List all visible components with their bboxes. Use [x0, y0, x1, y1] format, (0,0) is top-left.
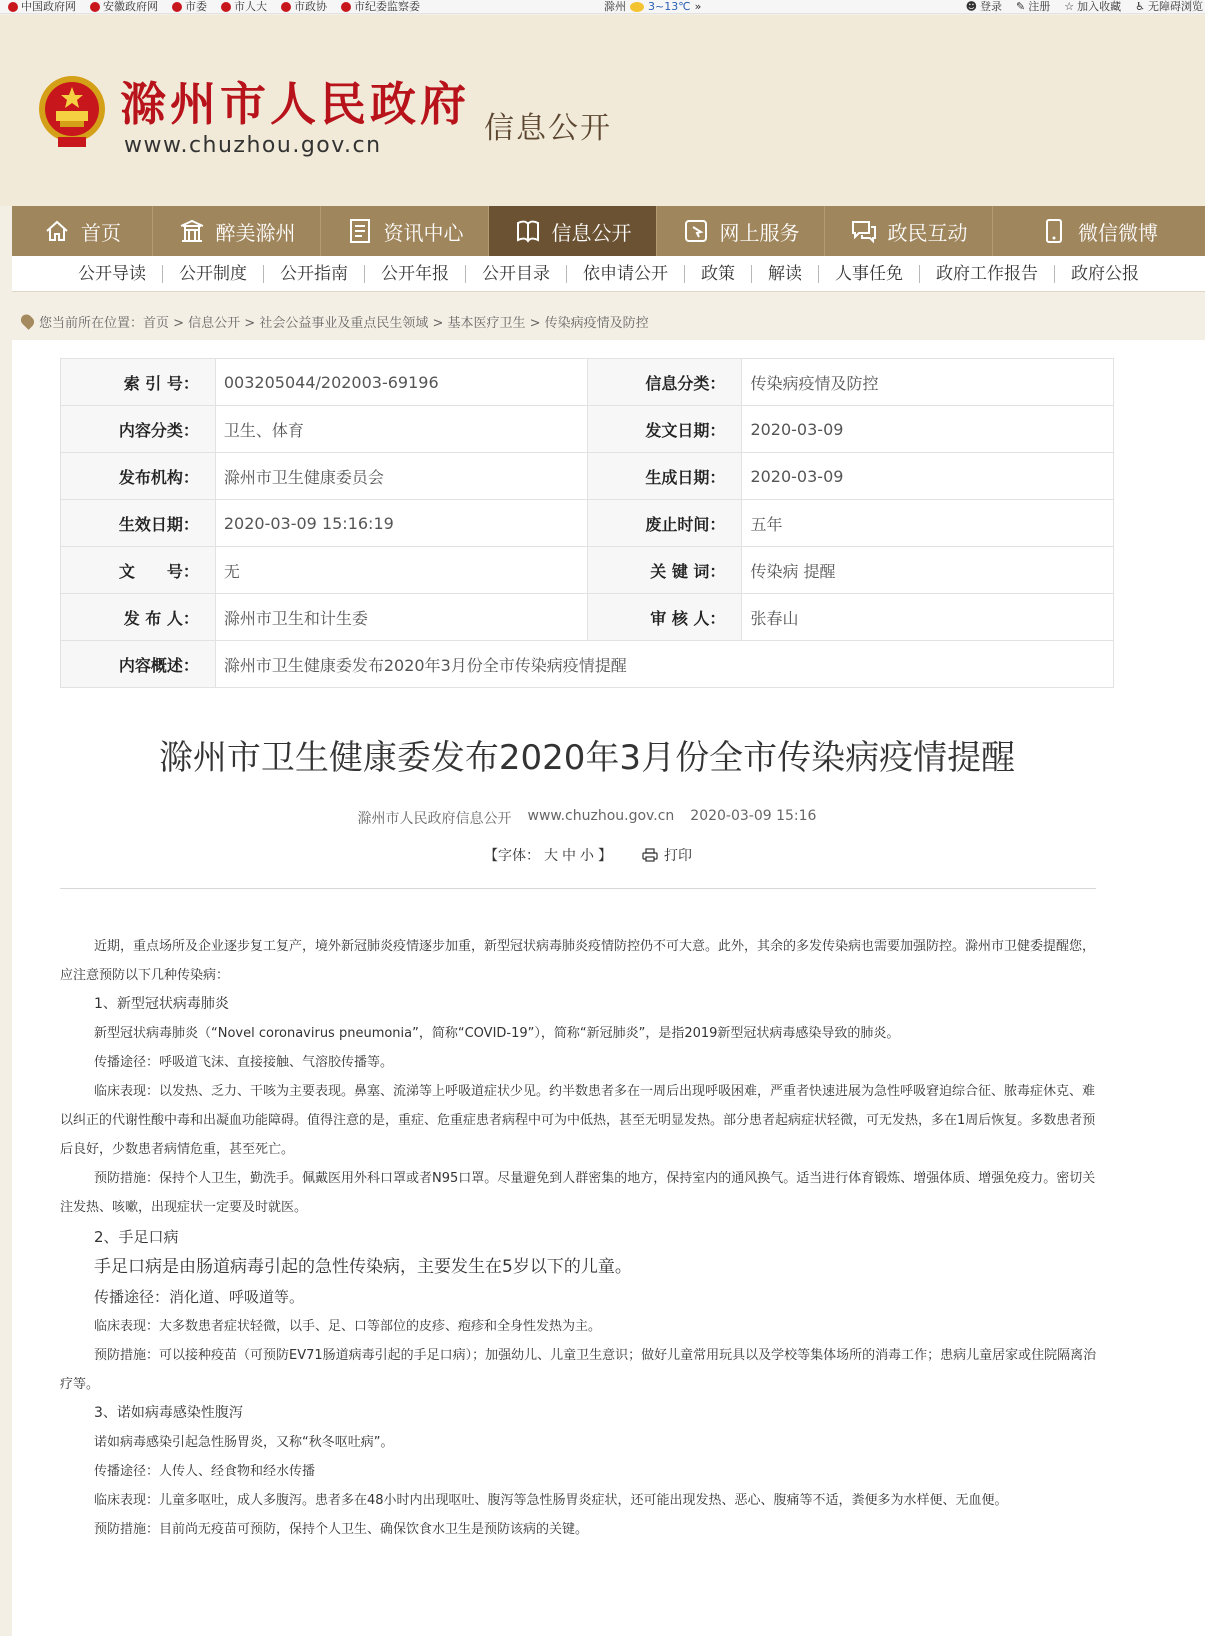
paragraph: 预防措施：目前尚无疫苗可预防，保持个人卫生、确保饮食水卫生是预防该病的关键。	[94, 1522, 589, 1537]
print-label: 打印	[664, 848, 692, 864]
weather-city: 滁州	[604, 0, 626, 13]
phone-icon	[1040, 217, 1068, 245]
top-link-label: 市政协	[294, 0, 327, 13]
font-large-button[interactable]: 大	[544, 848, 558, 864]
subnav-item[interactable]: 政府公报	[1071, 263, 1139, 284]
register-label: 注册	[1028, 0, 1051, 13]
subnav-item[interactable]: 解读	[752, 265, 819, 283]
content-panel	[12, 340, 1205, 1636]
meta-value: 滁州市卫生健康委发布2020年3月份全市传染病疫情提醒	[215, 641, 1113, 688]
site-subtitle: 信息公开	[484, 111, 612, 146]
paragraph: 临床表现：大多数患者症状轻微，以手、足、口等部位的皮疹、疱疹和全身性发热为主。	[94, 1319, 602, 1334]
site-url: www.chuzhou.gov.cn	[124, 133, 382, 158]
weather-more-icon[interactable]: »	[694, 0, 702, 13]
meta-value: 2020-03-09	[742, 406, 1114, 453]
top-link-label: 市委	[185, 0, 207, 13]
nav-label: 政民互动	[887, 220, 968, 245]
paragraph: 传播途径：消化道、呼吸道等。	[94, 1288, 305, 1306]
breadcrumb	[12, 303, 1205, 339]
meta-key: 信息分类：	[587, 359, 742, 406]
meta-key: 内容分类：	[61, 406, 216, 453]
font-size-end: 】	[598, 848, 612, 864]
section-heading: 1、新型冠状病毒肺炎	[94, 996, 229, 1012]
book-icon	[514, 217, 542, 245]
top-links	[8, 0, 420, 14]
link-bullet-icon	[172, 2, 182, 12]
article-source-line	[12, 808, 1162, 828]
cursor-icon	[682, 217, 710, 245]
meta-row-summary	[61, 641, 1114, 688]
paragraph: 临床表现：儿童多呕吐，成人多腹泻。患者多在48小时内出现呕吐、腹泻等急性肠胃炎症状，还可能出现发热、恶心、腹痛等不适，粪便多为水样便、无血便。	[94, 1493, 1008, 1508]
top-link[interactable]	[90, 0, 158, 14]
login-label: 登录	[980, 0, 1003, 13]
article-tools	[12, 845, 1162, 865]
section-heading: 3、诺如病毒感染性腹泻	[94, 1405, 243, 1421]
print-button[interactable]	[642, 845, 692, 865]
edit-icon: ✎	[1016, 0, 1026, 13]
favorite-link[interactable]	[1064, 0, 1121, 14]
font-size-label: 【字体：	[484, 848, 540, 864]
weather-temp: 3~13℃	[648, 0, 691, 13]
article-title: 滁州市卫生健康委发布2020年3月份全市传染病疫情提醒	[158, 738, 1016, 778]
pavilion-icon	[178, 217, 206, 245]
login-link[interactable]	[966, 0, 1002, 14]
nav-item-news[interactable]	[321, 206, 489, 256]
user-icon: ☻	[965, 0, 978, 13]
subnav-item[interactable]: 依申请公开	[567, 265, 685, 283]
subnav-item[interactable]: 公开制度	[163, 265, 264, 283]
subnav-item[interactable]: 公开目录	[466, 265, 567, 283]
meta-key: 发文日期：	[587, 406, 742, 453]
link-bullet-icon	[90, 2, 100, 12]
chat-icon	[850, 217, 878, 245]
article-date: 2020-03-09 15:16	[690, 808, 817, 824]
meta-row	[61, 406, 1114, 453]
meta-key: 生成日期：	[587, 453, 742, 500]
meta-value: 无	[215, 547, 587, 594]
top-link[interactable]	[281, 0, 327, 14]
nav-label: 信息公开	[551, 220, 632, 245]
article-body	[60, 932, 1104, 1544]
meta-value: 五年	[742, 500, 1114, 547]
sub-nav	[12, 256, 1205, 292]
link-bullet-icon	[221, 2, 231, 12]
nav-label: 微信微博	[1078, 220, 1158, 245]
metadata-table	[60, 358, 1114, 688]
meta-value: 2020-03-09	[742, 453, 1114, 500]
meta-key: 内容概述：	[61, 641, 216, 688]
meta-value: 滁州市卫生健康委员会	[215, 453, 587, 500]
subnav-item[interactable]: 政府工作报告	[920, 265, 1055, 283]
link-bullet-icon	[341, 2, 351, 12]
top-link-label: 市纪委监察委	[354, 0, 420, 13]
nav-item-scenery[interactable]	[153, 206, 321, 256]
favorite-label: 加入收藏	[1077, 0, 1122, 13]
site-header	[0, 15, 1205, 206]
weather-sun-icon	[630, 2, 644, 12]
location-pin-icon	[19, 312, 37, 330]
subnav-item[interactable]: 公开导读	[62, 265, 163, 283]
top-link[interactable]	[221, 0, 267, 14]
nav-label: 醉美滁州	[215, 220, 296, 245]
meta-key: 索 引 号：	[61, 359, 216, 406]
meta-key: 文 号：	[61, 547, 216, 594]
meta-key: 发 布 人：	[61, 594, 216, 641]
meta-key: 生效日期：	[61, 500, 216, 547]
link-bullet-icon	[8, 2, 18, 12]
top-link[interactable]	[341, 0, 420, 14]
article-site: www.chuzhou.gov.cn	[527, 808, 675, 824]
article-source: 滁州市人民政府信息公开	[357, 811, 512, 827]
subnav-item[interactable]: 人事任免	[819, 265, 920, 283]
star-icon: ☆	[1064, 0, 1075, 13]
home-icon	[43, 217, 71, 245]
main-nav	[12, 206, 1205, 256]
nav-item-wechat-weibo[interactable]	[993, 206, 1205, 256]
register-link[interactable]	[1016, 0, 1050, 14]
accessibility-label: 无障碍浏览	[1148, 0, 1203, 13]
paragraph: 临床表现：以发热、乏力、干咳为主要表现。鼻塞、流涕等上呼吸道症状少见。约半数患者多在一周后出现呼吸困难，严重者快速进展为急性呼吸窘迫综合征、脓毒症休克、难以纠正的代谢性酸中毒和出凝血功能障碍。值得注意的是，重症、危重症患者病程中可为中低热，甚至无明显发热。部分患者起病症状轻微，可无发热，多在1周后恢复。多数患者预后良好，少数患者病情危重，甚至死亡。	[60, 1084, 1096, 1157]
meta-value: 传染病疫情及防控	[742, 359, 1114, 406]
meta-row	[61, 359, 1114, 406]
weather-widget[interactable]	[604, 0, 701, 14]
breadcrumb-text[interactable]: 您当前所在位置：首页 > 信息公开 > 社会公益事业及重点民生领域 > 基本医疗卫生 > 传染病疫情及防控	[39, 315, 649, 331]
meta-value: 003205044/202003-69196	[215, 359, 587, 406]
meta-key: 审 核 人：	[587, 594, 742, 641]
link-bullet-icon	[281, 2, 291, 12]
meta-row	[61, 547, 1114, 594]
divider	[60, 888, 1096, 889]
font-small-button[interactable]: 小	[580, 848, 594, 864]
subnav-item[interactable]: 公开年报	[365, 265, 466, 283]
paragraph: 手足口病是由肠道病毒引起的急性传染病，主要发生在5岁以下的儿童。	[94, 1257, 632, 1277]
subnav-item[interactable]: 公开指南	[264, 265, 365, 283]
meta-key: 废止时间：	[587, 500, 742, 547]
top-link[interactable]	[172, 0, 207, 14]
meta-key: 发布机构：	[61, 453, 216, 500]
meta-value: 卫生、体育	[215, 406, 587, 453]
paragraph: 新型冠状病毒肺炎（“Novel coronavirus pneumonia”，简称“COVID-19”），简称“新冠肺炎”，是指2019新型冠状病毒感染导致的肺炎。	[94, 1026, 900, 1041]
meta-row	[61, 594, 1114, 641]
font-mid-button[interactable]: 中	[562, 848, 576, 864]
accessibility-icon: ♿	[1135, 0, 1145, 13]
meta-row	[61, 500, 1114, 547]
top-link[interactable]	[8, 0, 76, 14]
paragraph: 诺如病毒感染引起急性肠胃炎，又称“秋冬呕吐病”。	[94, 1435, 394, 1450]
site-title: 滁州市人民政府	[120, 77, 470, 131]
nav-label: 网上服务	[719, 220, 800, 245]
meta-value: 张春山	[742, 594, 1114, 641]
paragraph: 传播途径：人传人、经食物和经水传播	[94, 1464, 316, 1479]
accessibility-link[interactable]	[1135, 0, 1203, 14]
top-link-label: 市人大	[234, 0, 267, 13]
paragraph: 传播途径：呼吸道飞沫、直接接触、气溶胶传播等。	[94, 1055, 394, 1070]
document-icon	[346, 217, 374, 245]
top-right-links	[966, 0, 1203, 14]
nav-item-interaction[interactable]	[825, 206, 993, 256]
subnav-item[interactable]: 政策	[685, 265, 752, 283]
paragraph: 预防措施：保持个人卫生，勤洗手。佩戴医用外科口罩或者N95口罩。尽量避免到人群密集的地方，保持室内的通风换气。适当进行体育锻炼、增强体质、增强免疫力。密切关注发热、咳嗽，出现症状一定要及时就医。	[60, 1171, 1096, 1215]
top-link-label: 安徽政府网	[103, 0, 158, 13]
font-size-switcher	[482, 845, 614, 865]
printer-icon	[642, 848, 658, 862]
meta-row	[61, 453, 1114, 500]
meta-value: 2020-03-09 15:16:19	[215, 500, 587, 547]
paragraph: 预防措施：可以接种疫苗（可预防EV71肠道病毒引起的手足口病）；加强幼儿、儿童卫生意识；做好儿童常用玩具以及学校等集体场所的消毒工作；患病儿童居家或住院隔离治疗等。	[60, 1348, 1097, 1392]
section-heading: 2、手足口病	[94, 1228, 179, 1246]
nav-item-online-service[interactable]	[657, 206, 825, 256]
paragraph: 近期，重点场所及企业逐步复工复产，境外新冠肺炎疫情逐步加重，新型冠状病毒肺炎疫情防控仍不可大意。此外，其余的多发传染病也需要加强防控。滁州市卫健委提醒您，应注意预防以下几种传染病：	[60, 939, 1096, 983]
top-bar	[0, 0, 1205, 14]
nav-label: 首页	[81, 220, 121, 245]
meta-key: 关 键 词：	[587, 547, 742, 594]
nav-item-home[interactable]	[12, 206, 153, 256]
meta-value: 滁州市卫生和计生委	[215, 594, 587, 641]
meta-value: 传染病 提醒	[742, 547, 1114, 594]
national-emblem-icon	[36, 73, 108, 153]
nav-label: 资讯中心	[383, 220, 464, 245]
top-link-label: 中国政府网	[21, 0, 76, 13]
nav-item-info-open[interactable]	[489, 206, 657, 256]
